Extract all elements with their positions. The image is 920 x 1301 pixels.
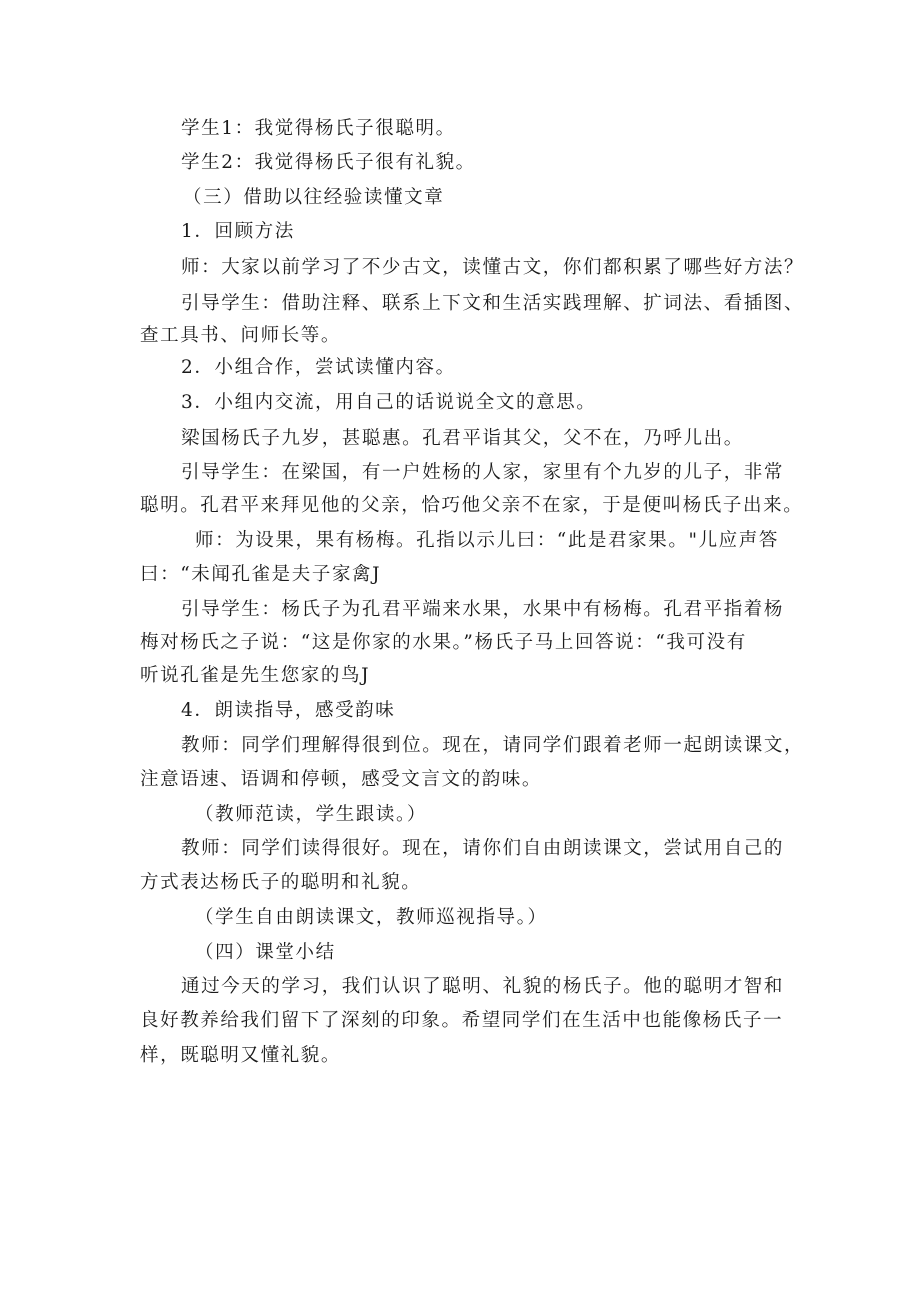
text-line: 样，既聪明又懂礼貌。 [140,1045,342,1066]
step-heading: 2．小组合作，尝试读懂内容。 [181,357,456,378]
text-line: 引导学生：杨氏子为孔君平端来水果，水果中有杨梅。孔君平指着杨 [181,599,785,620]
text-line: 师：为设果，果有杨梅。孔指以示儿曰：“此是君家果。"儿应声答 [195,530,779,551]
text-line: 梅对杨氏之子说：“这是你家的水果。”杨氏子马上回答说：“我可没有 [140,632,747,653]
text-line: 注意语速、语调和停顿，感受文言文的韵味。 [140,769,543,790]
text-line: （教师范读，学生跟读。） [195,804,427,825]
section-heading: （三）借助以往经验读懂文章 [183,187,445,208]
classical-text-line: 梁国杨氏子九岁，甚聪惠。孔君平诣其父，父不在，乃呼儿出。 [181,428,744,449]
text-line: 曰：“未闻孔雀是夫子家禽J [140,564,382,585]
text-line: 引导学生：借助注释、联系上下文和生活实践理解、扩词法、看插图、 [181,293,805,314]
text-line: 查工具书、问师长等。 [140,325,342,346]
text-line: 引导学生：在梁国，有一户姓杨的人家，家里有个九岁的儿子，非常 [181,462,785,483]
text-line: 学生2：我觉得杨氏子很有礼貌。 [181,152,476,173]
text-line: 听说孔雀是先生您家的鸟J [140,665,371,686]
step-heading: 4．朗读指导，感受韵味 [181,700,396,721]
text-line: 学生1：我觉得杨氏子很聪明。 [181,118,456,139]
text-line: 良好教养给我们留下了深刻的印象。希望同学们在生活中也能像杨氏子一 [140,1010,784,1031]
step-heading: 3．小组内交流，用自己的话说说全文的意思。 [181,392,597,413]
text-line: 方式表达杨氏子的聪明和礼貌。 [140,872,422,893]
text-line: 师：大家以前学习了不少古文，读懂古文，你们都积累了哪些好方法？ [181,257,805,278]
text-line: （学生自由朗读课文，教师巡视指导。） [195,907,548,928]
step-heading: 1．回顾方法 [181,221,295,242]
text-line: 教师：同学们理解得很到位。现在，请同学们跟着老师一起朗读课文， [181,735,805,756]
section-heading: （四）课堂小结 [195,942,336,963]
text-line: 教师：同学们读得很好。现在，请你们自由朗读课文，尝试用自己的 [181,838,785,859]
text-line: 通过今天的学习，我们认识了聪明、礼貌的杨氏子。他的聪明才智和 [181,976,785,997]
text-line: 聪明。孔君平来拜见他的父亲，恰巧他父亲不在家，于是便叫杨氏子出来。 [140,495,804,516]
